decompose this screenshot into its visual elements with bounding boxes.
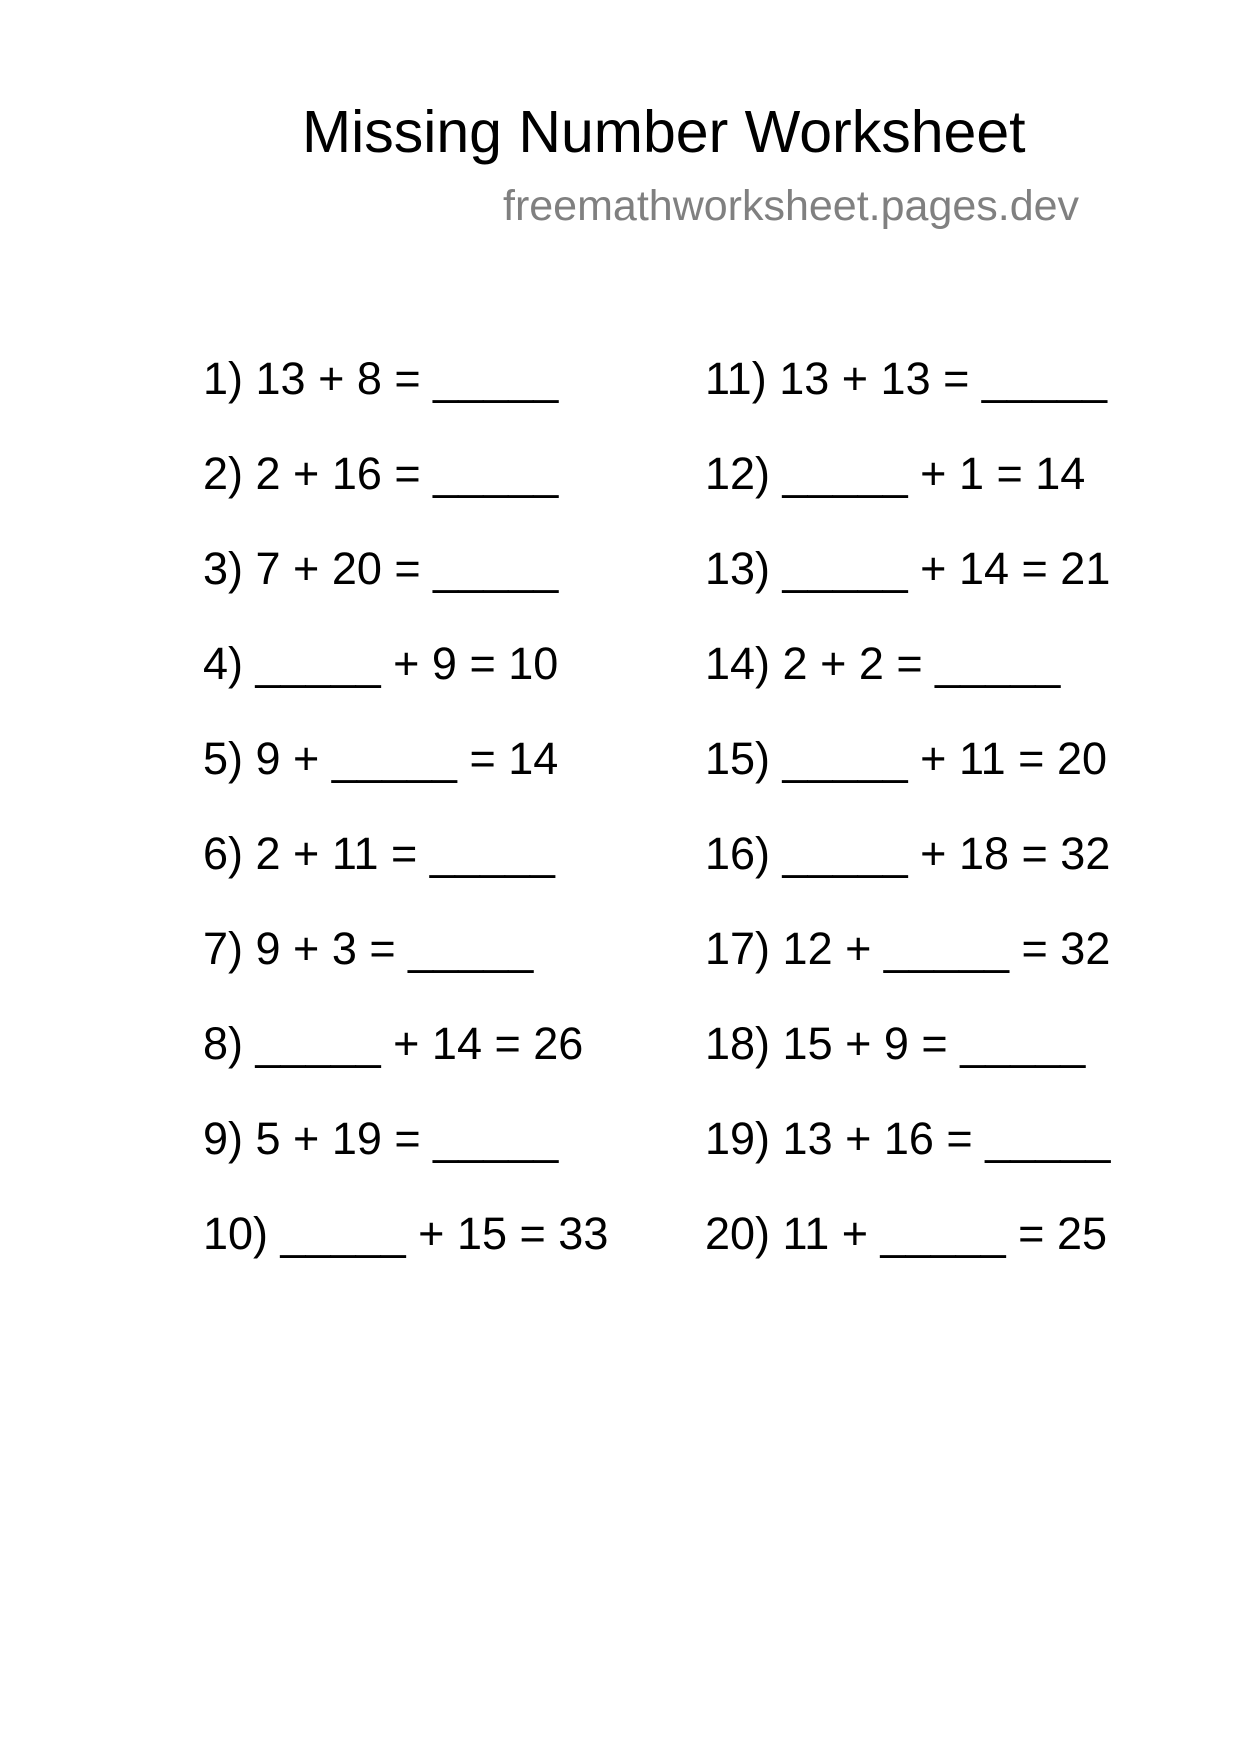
problem-19: 19) 13 + 16 = _____	[705, 1113, 1111, 1164]
problem-16: 16) _____ + 18 = 32	[705, 828, 1111, 879]
problem-14: 14) 2 + 2 = _____	[705, 638, 1061, 689]
problem-3: 3) 7 + 20 = _____	[203, 543, 559, 594]
problem-12: 12) _____ + 1 = 14	[705, 448, 1086, 499]
problem-2: 2) 2 + 16 = _____	[203, 448, 559, 499]
problem-7: 7) 9 + 3 = _____	[203, 923, 534, 974]
site-url: freemathworksheet.pages.dev	[503, 182, 1080, 230]
problem-15: 15) _____ + 11 = 20	[705, 733, 1108, 784]
problem-1: 1) 13 + 8 = _____	[203, 353, 559, 404]
problem-9: 9) 5 + 19 = _____	[203, 1113, 559, 1164]
problem-11: 11) 13 + 13 = _____	[705, 353, 1108, 404]
problem-10: 10) _____ + 15 = 33	[203, 1208, 609, 1259]
problem-6: 6) 2 + 11 = _____	[203, 828, 555, 879]
problem-17: 17) 12 + _____ = 32	[705, 923, 1111, 974]
problem-4: 4) _____ + 9 = 10	[203, 638, 559, 689]
problem-8: 8) _____ + 14 = 26	[203, 1018, 584, 1069]
problem-20: 20) 11 + _____ = 25	[705, 1208, 1108, 1259]
problem-18: 18) 15 + 9 = _____	[705, 1018, 1086, 1069]
problem-13: 13) _____ + 14 = 21	[705, 543, 1111, 594]
problem-5: 5) 9 + _____ = 14	[203, 733, 559, 784]
page-title: Missing Number Worksheet	[302, 99, 1026, 165]
